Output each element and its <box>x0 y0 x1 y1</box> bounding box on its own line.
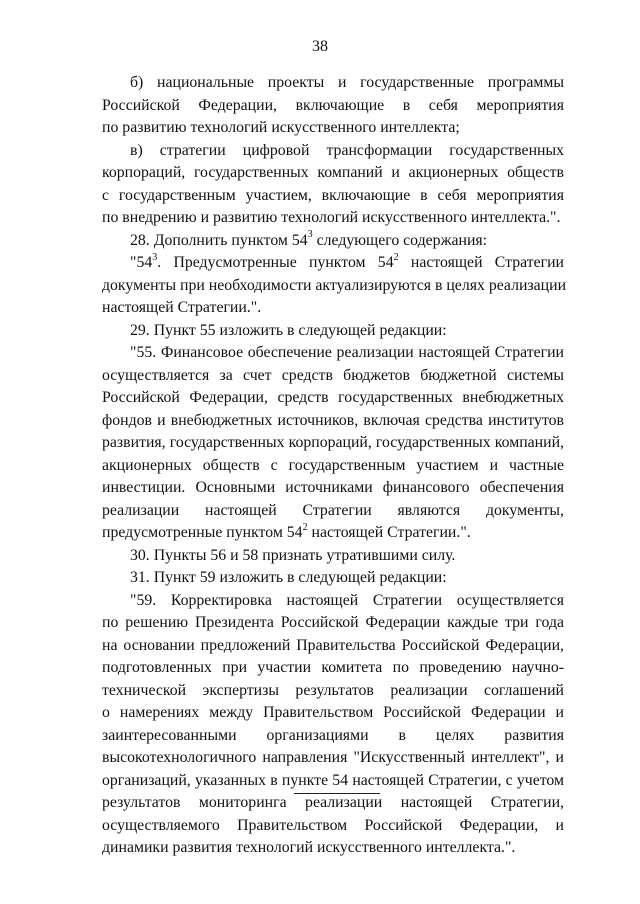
line-text: по развитию технологий искусственного интеллекта; <box>102 119 460 136</box>
text-line <box>102 477 564 500</box>
text-line <box>102 680 564 703</box>
text-line <box>102 590 564 613</box>
line-text: 30. Пункты 56 и 58 признать утратившими силу. <box>130 546 456 564</box>
line-text: 28. Дополнить пунктом 54 <box>130 231 308 249</box>
text-line <box>102 635 564 658</box>
line-text: динамики развития технологий искусственного интеллекта.". <box>102 839 516 856</box>
text-line <box>102 657 564 680</box>
text-line <box>102 432 564 455</box>
text-line <box>102 702 564 725</box>
text-line <box>102 455 564 478</box>
line-text: с государственным участием, включающие в себя мероприятия <box>102 186 564 204</box>
line-text: высокотехнологичного направления "Искусственный интеллект", и <box>102 749 564 766</box>
line-text: "59. Корректировка настоящей Стратегии осуществляется <box>130 591 564 609</box>
text-line <box>102 815 564 838</box>
line-text: 31. Пункт 59 изложить в следующей редакции: <box>130 569 447 586</box>
line-text: "55. Финансовое обеспечение реализации настоящей Стратегии <box>130 344 564 361</box>
text-line <box>102 297 564 320</box>
text-line <box>102 72 564 95</box>
text-line <box>102 140 564 163</box>
line-text: осуществляемого Правительством Российской Федерации, и <box>102 816 564 834</box>
line-text: заинтересованными организациями в целях развития <box>102 726 564 744</box>
line-text: Российской Федерации, включающие в себя мероприятия <box>102 96 564 114</box>
end-rule <box>294 793 380 794</box>
line-text: на основании предложений Правительства Российской Федерации, <box>102 636 564 654</box>
text-line <box>102 612 564 635</box>
line-text: результатов мониторинга реализации настоящей Стратегии, <box>102 794 564 811</box>
line-text: "54 <box>130 254 153 271</box>
superscript: 3 <box>307 229 313 241</box>
line-text: по решению Президента Российской Федерации каждые три года <box>102 614 564 631</box>
line-text-continued: настоящей Стратегии.". <box>307 524 471 541</box>
text-line <box>102 162 564 185</box>
text-line <box>102 567 564 590</box>
text-line <box>102 725 564 748</box>
text-line <box>102 500 564 523</box>
text-line <box>102 95 564 118</box>
text-line <box>102 837 564 860</box>
text-line <box>102 342 564 365</box>
line-text-continued: настоящей Стратегии <box>398 254 565 271</box>
line-text: Российской Федерации, средств государственных внебюджетных <box>102 389 564 406</box>
page-number: 38 <box>312 38 328 55</box>
text-line <box>102 747 564 770</box>
text-line <box>102 545 564 568</box>
line-text: предусмотренные пунктом 54 <box>102 524 303 541</box>
text-line <box>102 320 564 343</box>
superscript: 2 <box>393 251 399 263</box>
line-text: по внедрению и развитию технологий искусственного интеллекта.". <box>102 209 561 226</box>
line-text-continued: . Предусмотренные пунктом 54 <box>157 254 394 271</box>
text-line <box>102 792 564 815</box>
text-line <box>102 387 564 410</box>
line-text: настоящей Стратегии.". <box>102 299 262 316</box>
text-line <box>102 207 564 230</box>
superscript: 2 <box>302 521 308 533</box>
line-text: развития, государственных корпораций, государственных компаний, <box>102 434 564 451</box>
text-line <box>102 185 564 208</box>
line-text: документы при необходимости актуализируются в целях реализации <box>102 276 567 294</box>
line-text: б) национальные проекты и государственные программы <box>130 74 564 91</box>
line-text: инвестиции. Основными источниками финансового обеспечения <box>102 479 564 496</box>
superscript: 3 <box>152 251 158 263</box>
line-text: организаций, указанных в пункте 54 настоящей Стратегии, с учетом <box>102 771 564 789</box>
line-text: в) стратегии цифровой трансформации государственных <box>130 141 564 159</box>
line-text: осуществляется за счет средств бюджетов бюджетной системы <box>102 366 564 384</box>
text-line <box>102 365 564 388</box>
line-text-continued: следующего содержания: <box>312 231 488 249</box>
line-text: 29. Пункт 55 изложить в следующей редакции: <box>130 321 447 339</box>
document-body <box>102 72 567 860</box>
text-line <box>102 275 567 298</box>
line-text: акционерных обществ с государственным участием и частные <box>102 456 564 474</box>
text-line <box>102 410 564 433</box>
text-line <box>102 230 564 253</box>
text-line <box>102 252 564 275</box>
line-text: фондов и внебюджетных источников, включая средства институтов <box>102 411 564 429</box>
text-line <box>102 770 564 793</box>
line-text: о намерениях между Правительством Российской Федерации и <box>102 704 564 721</box>
line-text: подготовленных при участии комитета по проведению научно- <box>102 659 564 676</box>
line-text: реализации настоящей Стратегии являются документы, <box>102 501 564 519</box>
text-line <box>102 522 564 545</box>
text-line <box>102 117 564 140</box>
line-text: технической экспертизы результатов реализации соглашений <box>102 681 564 699</box>
line-text: корпораций, государственных компаний и акционерных обществ <box>102 164 564 181</box>
